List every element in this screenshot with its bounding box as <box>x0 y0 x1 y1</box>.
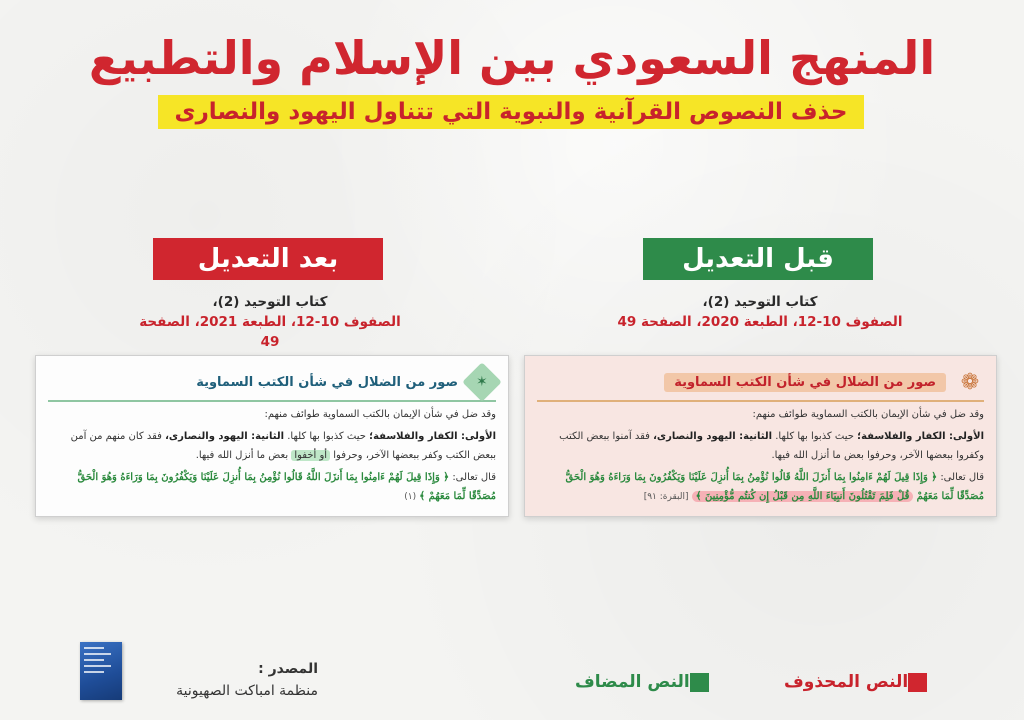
before-verse: ﴿ وَإِذَا قِيلَ لَهُمْ ءَامِنُوا بِمَا أَنزَلَ اللَّهُ قَالُوا نُؤْمِنُ بِمَا أُنزِلَ عَلَيْنَا وَيَكْفُرُونَ بِمَا وَرَاءَهُ وَهُوَ الْحَقُّ مُصَدِّقًا لِّمَا مَعَهُمْ <box>565 472 984 502</box>
legend-deleted <box>784 672 939 692</box>
ornament-icon: ❁ <box>960 369 980 395</box>
before-book-name: كتاب التوحيد (2)، <box>702 294 818 310</box>
after-verse-ref: (١) <box>404 492 417 502</box>
added-text-highlight: أو أخفوا <box>291 450 330 461</box>
after-book-name: كتاب التوحيد (2)، <box>212 294 328 310</box>
star-emblem-icon: ✶ <box>462 362 502 402</box>
source-name: منظمة امباكت الصهيونية <box>176 683 318 699</box>
legend-deleted-swatch <box>908 673 927 692</box>
after-verse: ﴿ وَإِذَا قِيلَ لَهُمْ ءَامِنُوا بِمَا أَنزَلَ اللَّهُ قَالُوا نُؤْمِنُ بِمَا أُنزِلَ عَلَيْنَا وَيَكْفُرُونَ بِمَا وَرَاءَهُ وَهُوَ الْحَقُّ مُصَدِّقًا لِّمَا مَعَهُمْ ﴾ <box>77 472 496 502</box>
before-quote-intro: قال تعالى: <box>940 472 984 483</box>
main-title: المنهج السعودي بين الإسلام والتطبيع <box>88 31 936 85</box>
before-first-group: الأولى: الكفار والفلاسفة؛ <box>857 431 984 442</box>
legend-added <box>575 672 721 692</box>
after-caption <box>130 292 410 352</box>
source-label: المصدر : <box>258 661 318 677</box>
after-first-group-text: حيث كذبوا بها كلها. <box>284 431 370 442</box>
before-verse-block <box>537 468 984 507</box>
legend-added-swatch <box>690 673 709 692</box>
before-paragraph-1: وقد ضل في شأن الإيمان بالكتب السماوية طوائف منهم: <box>752 409 984 420</box>
before-edit-badge: قبل التعديل <box>643 238 873 280</box>
after-verse-block <box>48 468 496 507</box>
legend-deleted-label: النص المحذوف <box>784 672 909 692</box>
before-caption <box>610 292 910 332</box>
before-excerpt-heading <box>537 364 984 402</box>
subtitle-banner: حذف النصوص القرآنية والنبوية التي تتناول اليهود والنصارى <box>158 95 864 129</box>
after-paragraph-2 <box>48 427 496 465</box>
before-verse-ref: [البقرة: ٩١] <box>643 492 689 502</box>
source-block <box>148 658 318 702</box>
before-heading-text: صور من الضلال في شأن الكتب السماوية <box>664 373 946 392</box>
after-edit-badge: بعد التعديل <box>153 238 383 280</box>
legend-added-label: النص المضاف <box>575 672 690 692</box>
after-second-group: الثانية: اليهود والنصارى، <box>165 431 285 442</box>
after-paragraph-1: وقد ضل في شأن الإيمان بالكتب السماوية طوائف منهم: <box>264 409 496 420</box>
after-second-group-end: بعض ما أنزل الله فيها. <box>195 450 292 461</box>
after-second-group-text: فقد كان منهم من آمن ببعض الكتب وكفر ببعضها الآخر، وحرفوا <box>70 431 496 461</box>
after-heading-text: صور من الضلال في شأن الكتب السماوية <box>196 374 458 390</box>
before-second-group-text: فقد آمنوا ببعض الكتب وكفروا ببعضها الآخر، وحرفوا بعض ما أنزل الله فيها. <box>559 431 984 461</box>
after-book-excerpt <box>35 355 509 517</box>
before-edition: الصفوف 10-12، الطبعة 2020، الصفحة 49 <box>617 314 903 330</box>
deleted-text-highlight: قُلْ فَلِمَ تَقْتُلُونَ أَنبِيَاءَ اللَّهِ مِن قَبْلُ إِن كُنتُم مُّؤْمِنِينَ ﴾ <box>692 491 914 502</box>
before-second-group: الثانية: اليهود والنصارى، <box>653 431 773 442</box>
before-first-group-text: حيث كذبوا بها كلها. <box>772 431 858 442</box>
after-excerpt-heading <box>48 364 496 402</box>
report-cover-image <box>80 642 122 700</box>
before-book-excerpt <box>524 355 997 517</box>
after-quote-intro: قال تعالى: <box>452 472 496 483</box>
after-edition: الصفوف 10-12، الطبعة 2021، الصفحة 49 <box>139 314 401 350</box>
before-paragraph-2 <box>537 427 984 465</box>
after-first-group: الأولى: الكفار والفلاسفة؛ <box>369 431 496 442</box>
